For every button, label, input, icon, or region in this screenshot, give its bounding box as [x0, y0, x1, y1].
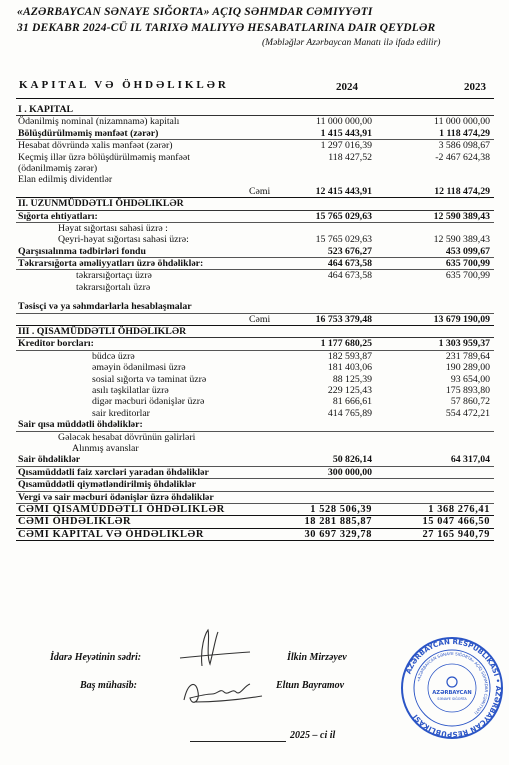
table-row: [16, 351, 494, 362]
table-row: [16, 314, 494, 326]
table-row: [16, 479, 494, 491]
value-2023: -2 467 624,38: [435, 151, 490, 163]
value-2023: 27 165 940,79: [422, 528, 490, 540]
value-2023: 12 590 389,43: [433, 210, 490, 222]
report-title: 31 DEKABR 2024-CÜ IL TARIXƏ MALIYYƏ HESABATLARINA DAIR QEYDLƏR: [17, 22, 436, 34]
table-row: [16, 529, 494, 541]
value-2023: 12 590 389,43: [433, 234, 490, 246]
table-row: [16, 246, 494, 258]
value-2024: 182 593,87: [327, 350, 372, 362]
row-label: Hesabat dövründə xalis mənfəət (zərər): [18, 140, 173, 152]
value-2023: 190 289,00: [445, 362, 490, 374]
value-2024: 81 666,61: [332, 396, 372, 408]
row-label: təkrarsığortaçı üzrə: [76, 270, 152, 282]
table-row: [16, 116, 494, 127]
director-signature: [150, 628, 270, 668]
year-2024-header: 2024: [336, 81, 358, 93]
value-2023: 554 472,21: [445, 407, 490, 419]
table-row: [16, 374, 494, 385]
svg-text:SƏNAYE SIĞORTA: SƏNAYE SIĞORTA: [437, 697, 467, 701]
row-label: Həyat sığortası sahəsi üzrə :: [58, 222, 168, 234]
row-label: Bölüşdürülməmiş mənfəət (zərər): [18, 127, 159, 139]
table-row: [16, 223, 494, 234]
table-row: [16, 258, 494, 270]
row-label: Cəmi: [249, 313, 271, 325]
row-label: Qısamüddətli faiz xərcləri yaradan öhdəliklər: [18, 466, 209, 478]
row-label: büdcə üzrə: [92, 350, 135, 362]
table-row: [16, 163, 494, 174]
value-2023: 231 789,64: [445, 350, 490, 362]
accountant-title: Baş mühasib:: [80, 680, 137, 691]
table-row: [16, 270, 494, 281]
table-row: [16, 326, 494, 338]
table-row: [16, 152, 494, 163]
value-2024: 15 765 029,63: [315, 234, 372, 246]
signature-date: 2025 – ci il: [290, 730, 336, 741]
value-2024: 181 403,06: [327, 362, 372, 374]
table-row: [16, 492, 494, 504]
row-label: təkrarsığortalı üzrə: [76, 281, 151, 293]
table-row: [16, 443, 494, 454]
row-label: CƏMI KAPITAL VƏ ÖHDƏLIKLƏR: [18, 528, 204, 540]
table-row: [16, 396, 494, 407]
year-2023-header: 2023: [464, 81, 486, 93]
value-2024: 15 765 029,63: [315, 210, 372, 222]
table-row: [16, 516, 494, 528]
value-2023: 453 099,67: [445, 245, 490, 257]
row-label: Sığorta ehtiyatları:: [18, 210, 98, 222]
row-label: Qısamüddətli qiymətləndirilmiş öhdəliklər: [18, 479, 196, 491]
row-label: Gələcək hesabat dövrünün gəlirləri: [58, 431, 196, 443]
table-row: [16, 467, 494, 479]
table-row: [16, 128, 494, 140]
row-label: Təkrarsığorta əməliyyatları üzrə öhdəliklər:: [18, 258, 204, 270]
table-row: [16, 293, 494, 301]
row-label: CƏMI ÖHDƏLIKLƏR: [18, 516, 132, 528]
row-label: əməyin ödənilməsi üzrə: [92, 362, 186, 374]
table-row: [16, 338, 494, 350]
table-row: [16, 408, 494, 419]
value-2024: 523 676,27: [327, 245, 372, 257]
table-row: [16, 454, 494, 466]
row-label: Kreditor borcları:: [18, 338, 94, 350]
value-2023: 57 860,72: [450, 396, 490, 408]
value-2024: 11 000 000,00: [316, 116, 372, 128]
table-row: [16, 234, 494, 245]
value-2023: 1 118 474,29: [439, 127, 490, 139]
value-2024: 18 281 885,87: [304, 516, 372, 528]
row-label: II. UZUNMÜDDƏTLI ÖHDƏLIKLƏR: [18, 198, 184, 210]
value-2023: 1 303 959,37: [438, 338, 490, 350]
value-2024: 118 427,52: [328, 151, 372, 163]
table-row: [16, 432, 494, 443]
table-row: [16, 198, 494, 210]
row-label: I . KAPITAL: [18, 104, 74, 115]
row-label: Elan edilmiş dividentlər: [18, 174, 113, 186]
row-label: sosial sığorta və təminat üzrə: [92, 373, 207, 385]
value-2023: 635 700,99: [445, 258, 490, 270]
table-row: [16, 362, 494, 373]
row-label: Keçmiş illər üzrə bölüşdürülməmiş mənfəət: [18, 151, 190, 163]
value-2023: 175 893,80: [445, 384, 490, 396]
value-2023: 12 118 474,29: [434, 185, 490, 197]
header-rule: [16, 98, 494, 99]
row-label: Alınmış avanslar: [72, 442, 139, 454]
accountant-name: Eltun Bayramov: [276, 680, 345, 691]
table-row: [16, 140, 494, 151]
svg-text:AZƏRBAYCAN RESPUBLIKASI • AZƏR: AZƏRBAYCAN RESPUBLIKASI • AZƏRBAYCAN RESPUBLIKASI: [404, 637, 503, 739]
table-row: [16, 104, 494, 116]
value-2023: 93 654,00: [450, 373, 490, 385]
date-line: [190, 741, 286, 742]
value-2024: 464 673,58: [327, 270, 372, 282]
value-2023: 15 047 466,50: [422, 516, 490, 528]
svg-text:«AZƏRBAYCAN SƏNAYE SIĞORTA» AÇ: «AZƏRBAYCAN SƏNAYE SIĞORTA» AÇIQ SƏHMDAR CƏMIYYƏTI: [415, 650, 490, 716]
accountant-signature: [178, 672, 268, 712]
row-label: Qeyri-həyat sığortası sahəsi üzrə:: [58, 234, 189, 246]
balance-table: [16, 104, 494, 541]
currency-note: (Məbləğlər Azərbaycan Manatı ilə ifadə edilir): [262, 38, 441, 48]
company-title: «AZƏRBAYCAN SƏNAYE SIĞORTA» AÇIQ SƏHMDAR CƏMIYYƏTI: [17, 6, 373, 18]
row-label: Sair qısa müddətli öhdəliklər:: [18, 419, 143, 431]
row-label: digər məcburi ödənişlər üzrə: [92, 396, 205, 408]
value-2024: 1 528 506,39: [310, 503, 372, 515]
value-2024: 1 297 016,39: [320, 140, 372, 152]
row-label: Ödənilmiş nominal (nizamnamə) kapitalı: [18, 116, 180, 128]
value-2023: 11 000 000,00: [434, 116, 490, 128]
director-title: İdarə Heyətinin sədri:: [50, 652, 142, 663]
row-label: (ödənilməmiş zərər): [18, 162, 98, 174]
value-2024: 414 765,89: [327, 407, 372, 419]
value-2024: 12 415 443,91: [315, 185, 372, 197]
value-2024: 229 125,43: [327, 384, 372, 396]
row-label: Təsisçi və ya səhmdarlarla hesablaşmalar: [18, 301, 192, 313]
section-title: KAPITAL VƏ ÖHDƏLIKLƏR: [19, 79, 229, 91]
row-label: III . QISAMÜDDƏTLI ÖHDƏLIKLƏR: [18, 326, 187, 338]
value-2024: 1 177 680,25: [320, 338, 372, 350]
row-label: Vergi və sair məcburi ödənişlər üzrə öhdəliklər: [18, 491, 214, 503]
value-2023: 635 700,99: [445, 270, 490, 282]
value-2024: 300 000,00: [327, 466, 372, 478]
table-row: [16, 385, 494, 396]
row-label: sair kreditorlar: [92, 407, 150, 419]
table-row: [16, 282, 494, 293]
value-2023: 1 368 276,41: [428, 503, 490, 515]
director-name: İlkin Mirzəyev: [287, 652, 347, 663]
table-row: [16, 211, 494, 223]
row-label: asılı təşkilatlar üzrə: [92, 384, 169, 396]
table-row: [16, 504, 494, 516]
value-2024: 16 753 379,48: [315, 313, 372, 325]
row-label: Cəmi: [249, 185, 271, 197]
table-row: [16, 419, 494, 431]
row-label: Qarşısıalınma tədbirləri fondu: [18, 245, 146, 257]
table-row: [16, 174, 494, 185]
value-2023: 3 586 098,67: [438, 140, 490, 152]
company-stamp: [400, 636, 504, 740]
value-2023: 64 317,04: [450, 454, 490, 466]
value-2024: 50 826,14: [332, 454, 372, 466]
table-row: [16, 301, 494, 313]
value-2024: 1 415 443,91: [320, 127, 372, 139]
row-label: CƏMI QISAMÜDDƏTLI ÖHDƏLIKLƏR: [18, 503, 225, 515]
value-2024: 88 125,39: [332, 373, 372, 385]
table-row: [16, 186, 494, 198]
row-label: Sair öhdəliklər: [18, 454, 81, 466]
value-2024: 30 697 329,78: [304, 528, 372, 540]
svg-text:AZƏRBAYCAN: AZƏRBAYCAN: [432, 690, 472, 696]
value-2023: 13 679 190,09: [433, 313, 490, 325]
value-2024: 464 673,58: [327, 258, 372, 270]
